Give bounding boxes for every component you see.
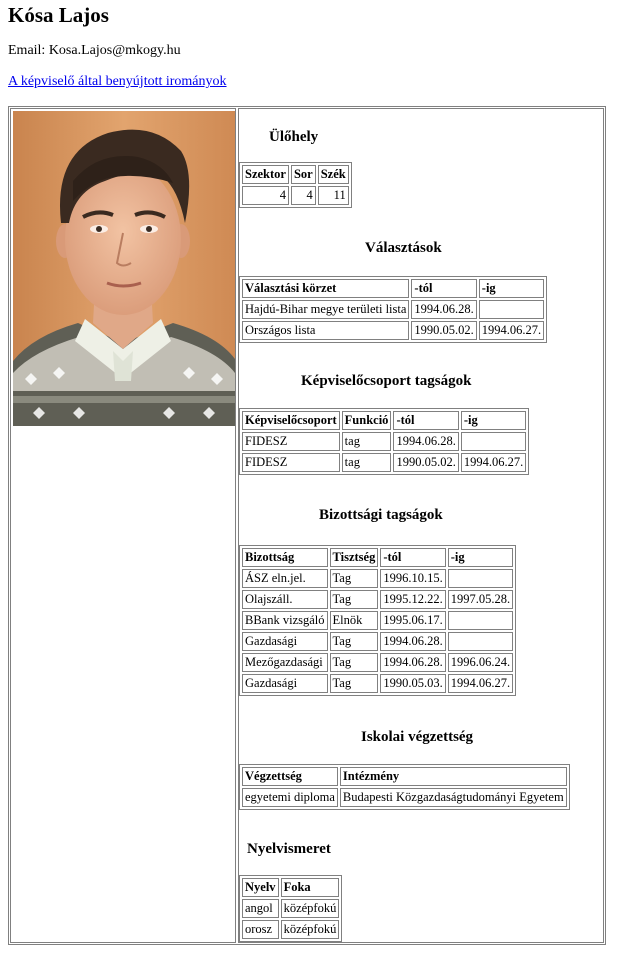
table-cell: 1994.06.27. [479, 321, 544, 340]
table-row [242, 611, 513, 630]
table-row [242, 920, 339, 939]
committees-title: Bizottsági tagságok [319, 507, 443, 523]
documents-link[interactable]: A képviselő által benyújtott irományok [8, 74, 227, 89]
table-row [242, 653, 513, 672]
table-cell [461, 432, 526, 451]
table-cell: BBank vizsgáló [242, 611, 328, 630]
header-cell: -tól [411, 279, 476, 298]
table-cell: Országos lista [242, 321, 409, 340]
table-header-row [242, 165, 349, 184]
member-photo [13, 111, 235, 426]
languages-title: Nyelvismeret [247, 841, 331, 857]
table-cell: 1994.06.27. [461, 453, 526, 472]
seat-title: Ülőhely [269, 129, 319, 145]
seat-table [239, 162, 352, 208]
table-cell: középfokú [281, 920, 340, 939]
header-cell: -tól [380, 548, 445, 567]
member-name: Kósa Lajos [8, 3, 109, 27]
table-cell: Tag [330, 632, 379, 651]
table-row [242, 899, 339, 918]
table-row [242, 632, 513, 651]
table-cell: Budapesti Közgazdaságtudományi Egyetem [340, 788, 567, 807]
table-cell: orosz [242, 920, 279, 939]
table-cell: 1990.05.03. [380, 674, 445, 693]
info-cell [238, 108, 604, 943]
groups-title: Képviselőcsoport tagságok [301, 373, 472, 389]
table-row [242, 432, 526, 451]
table-cell: Tag [330, 590, 379, 609]
table-cell: Gazdasági [242, 632, 328, 651]
table-cell: 1990.05.02. [393, 453, 458, 472]
table-cell: Hajdú-Bihar megye területi lista [242, 300, 409, 319]
header-cell: Sor [291, 165, 316, 184]
header-cell: -ig [479, 279, 544, 298]
table-cell: 1994.06.28. [411, 300, 476, 319]
table-row [242, 453, 526, 472]
education-title: Iskolai végzettség [361, 729, 474, 745]
elections-table [239, 276, 547, 343]
photo-cell [10, 108, 236, 943]
email-text: Email: Kosa.Lajos@mkogy.hu [8, 43, 181, 58]
header-cell: -ig [461, 411, 526, 430]
table-cell: tag [342, 453, 392, 472]
table-row [242, 321, 544, 340]
table-row [242, 674, 513, 693]
table-row [242, 300, 544, 319]
education-table [239, 764, 570, 810]
table-cell: FIDESZ [242, 453, 340, 472]
header-cell: Funkció [342, 411, 392, 430]
header-cell: -tól [393, 411, 458, 430]
groups-table [239, 408, 529, 475]
header-cell: Szektor [242, 165, 289, 184]
table-cell: angol [242, 899, 279, 918]
table-cell: 1997.05.28. [448, 590, 513, 609]
table-cell: tag [342, 432, 392, 451]
header-cell: Bizottság [242, 548, 328, 567]
table-cell: 1996.10.15. [380, 569, 445, 588]
header-cell: Nyelv [242, 878, 279, 897]
table-cell: 1996.06.24. [448, 653, 513, 672]
header-cell: Végzettség [242, 767, 338, 786]
table-cell [448, 611, 513, 630]
table-cell: ÁSZ eln.jel. [242, 569, 328, 588]
header-cell: Szék [318, 165, 349, 184]
table-cell: 1995.12.22. [380, 590, 445, 609]
header-cell: Intézmény [340, 767, 567, 786]
header-cell: -ig [448, 548, 513, 567]
seat-chair-value: 11 [318, 186, 349, 205]
table-row [242, 590, 513, 609]
table-cell: Tag [330, 674, 379, 693]
table-cell: középfokú [281, 899, 340, 918]
seat-sector-value: 4 [242, 186, 289, 205]
table-cell: Tag [330, 653, 379, 672]
header-cell: Tisztség [330, 548, 379, 567]
table-header-row [242, 548, 513, 567]
table-cell: 1990.05.02. [411, 321, 476, 340]
table-cell: FIDESZ [242, 432, 340, 451]
committees-table [239, 545, 516, 696]
table-row [242, 569, 513, 588]
table-cell: Gazdasági [242, 674, 328, 693]
languages-table [239, 875, 342, 942]
table-header-row [242, 279, 544, 298]
elections-title: Választások [365, 240, 442, 256]
table-cell [448, 569, 513, 588]
table-cell: Tag [330, 569, 379, 588]
table-cell: Olajszáll. [242, 590, 328, 609]
header-cell: Foka [281, 878, 340, 897]
table-cell: Mezőgazdasági [242, 653, 328, 672]
table-header-row [242, 878, 339, 897]
table-header-row [242, 411, 526, 430]
table-cell [448, 632, 513, 651]
profile-table [8, 106, 606, 945]
table-cell: 1994.06.27. [448, 674, 513, 693]
header-cell: Választási körzet [242, 279, 409, 298]
seat-row-value: 4 [291, 186, 316, 205]
table-cell: egyetemi diploma [242, 788, 338, 807]
table-cell: Elnök [330, 611, 379, 630]
table-row [242, 788, 567, 807]
table-row [242, 186, 349, 205]
table-header-row [242, 767, 567, 786]
table-cell: 1995.06.17. [380, 611, 445, 630]
header-cell: Képviselőcsoport [242, 411, 340, 430]
table-cell: 1994.06.28. [393, 432, 458, 451]
table-cell: 1994.06.28. [380, 632, 445, 651]
table-cell [479, 300, 544, 319]
table-cell: 1994.06.28. [380, 653, 445, 672]
